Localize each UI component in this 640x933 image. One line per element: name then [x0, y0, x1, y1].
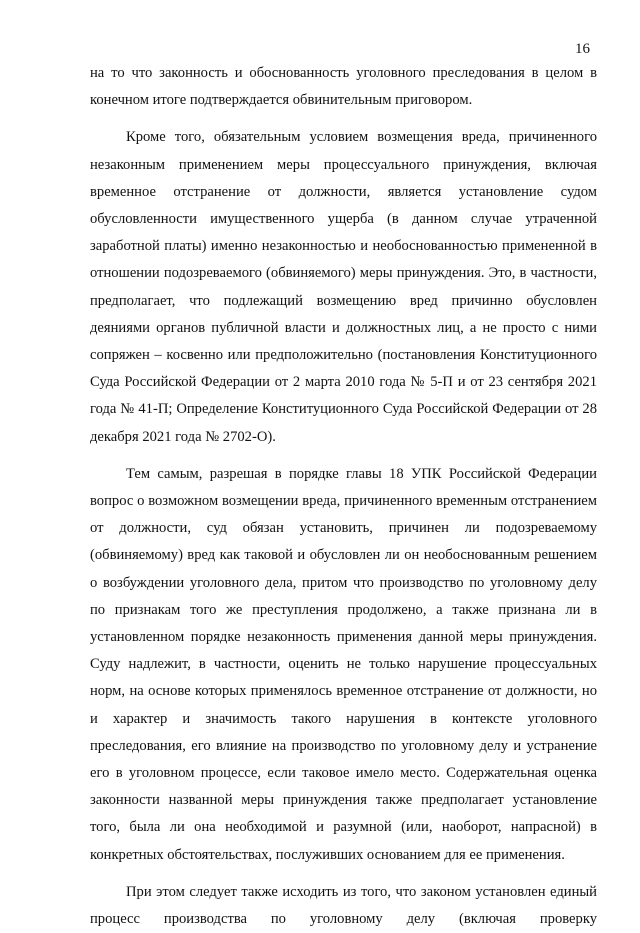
paragraph-3: Тем самым, разрешая в порядке главы 18 УПК Российской Федерации вопрос о возможном возмещении вреда, причиненного временным отстранением от должности, суд обязан установить, причинен ли подозреваемому (обвиняемому) вред как таковой и обусловлен ли он необоснованным решением о возбуждении уголовного дела, притом что производство по уголовному делу по признакам того же преступления продолжено, а также признана ли в установленном порядке незаконность применения данной меры принуждения. Суду надлежит, в частности, оценить не только нарушение процессуальных норм, на основе которых применялось временное отстранение от должности, но и характер и значимость такого нарушения в контексте уголовного преследования, его влияние на производство по уголовному делу и устранение его в уголовном процессе, если таковое имело место. Содержательная оценка законности названной меры принуждения также предполагает установление того, была ли она необходимой и разумной (или, наоборот, напрасной) в конкретных обстоятельствах, послуживших основанием для ее применения.	[90, 465, 597, 863]
paragraph-4: При этом следует также исходить из того, что законом установлен единый процесс производства по уголовному делу (включая проверку	[90, 883, 597, 928]
page-number: 16	[575, 41, 590, 57]
paragraph-2: Кроме того, обязательным условием возмещения вреда, причиненного незаконным применением меры процессуального принуждения, включая временное отстранение от должности, является установление судом обусловленности имущественного ущерба (в данном случае утраченной заработной платы) именно незаконностью и необоснованностью примененной в отношении подозреваемого (обвиняемого) меры принуждения. Это, в частности, предполагает, что подлежащий возмещению вред причинно обусловлен деяниями органов публичной власти и должностных лиц, а не просто с ними сопряжен – косвенно или предположительно (постановления Конституционного Суда Российской Федерации от 2 марта 2010 года № 5-П и от 23 сентября 2021 года № 41-П; Определение Конституционного Суда Российской Федерации от 28 декабря 2021 года № 2702-О).	[90, 129, 597, 445]
document-body	[90, 60, 597, 933]
paragraph-1: на то что законность и обоснованность уголовного преследования в целом в конечном итоге подтверждается обвинительным приговором.	[90, 65, 597, 109]
